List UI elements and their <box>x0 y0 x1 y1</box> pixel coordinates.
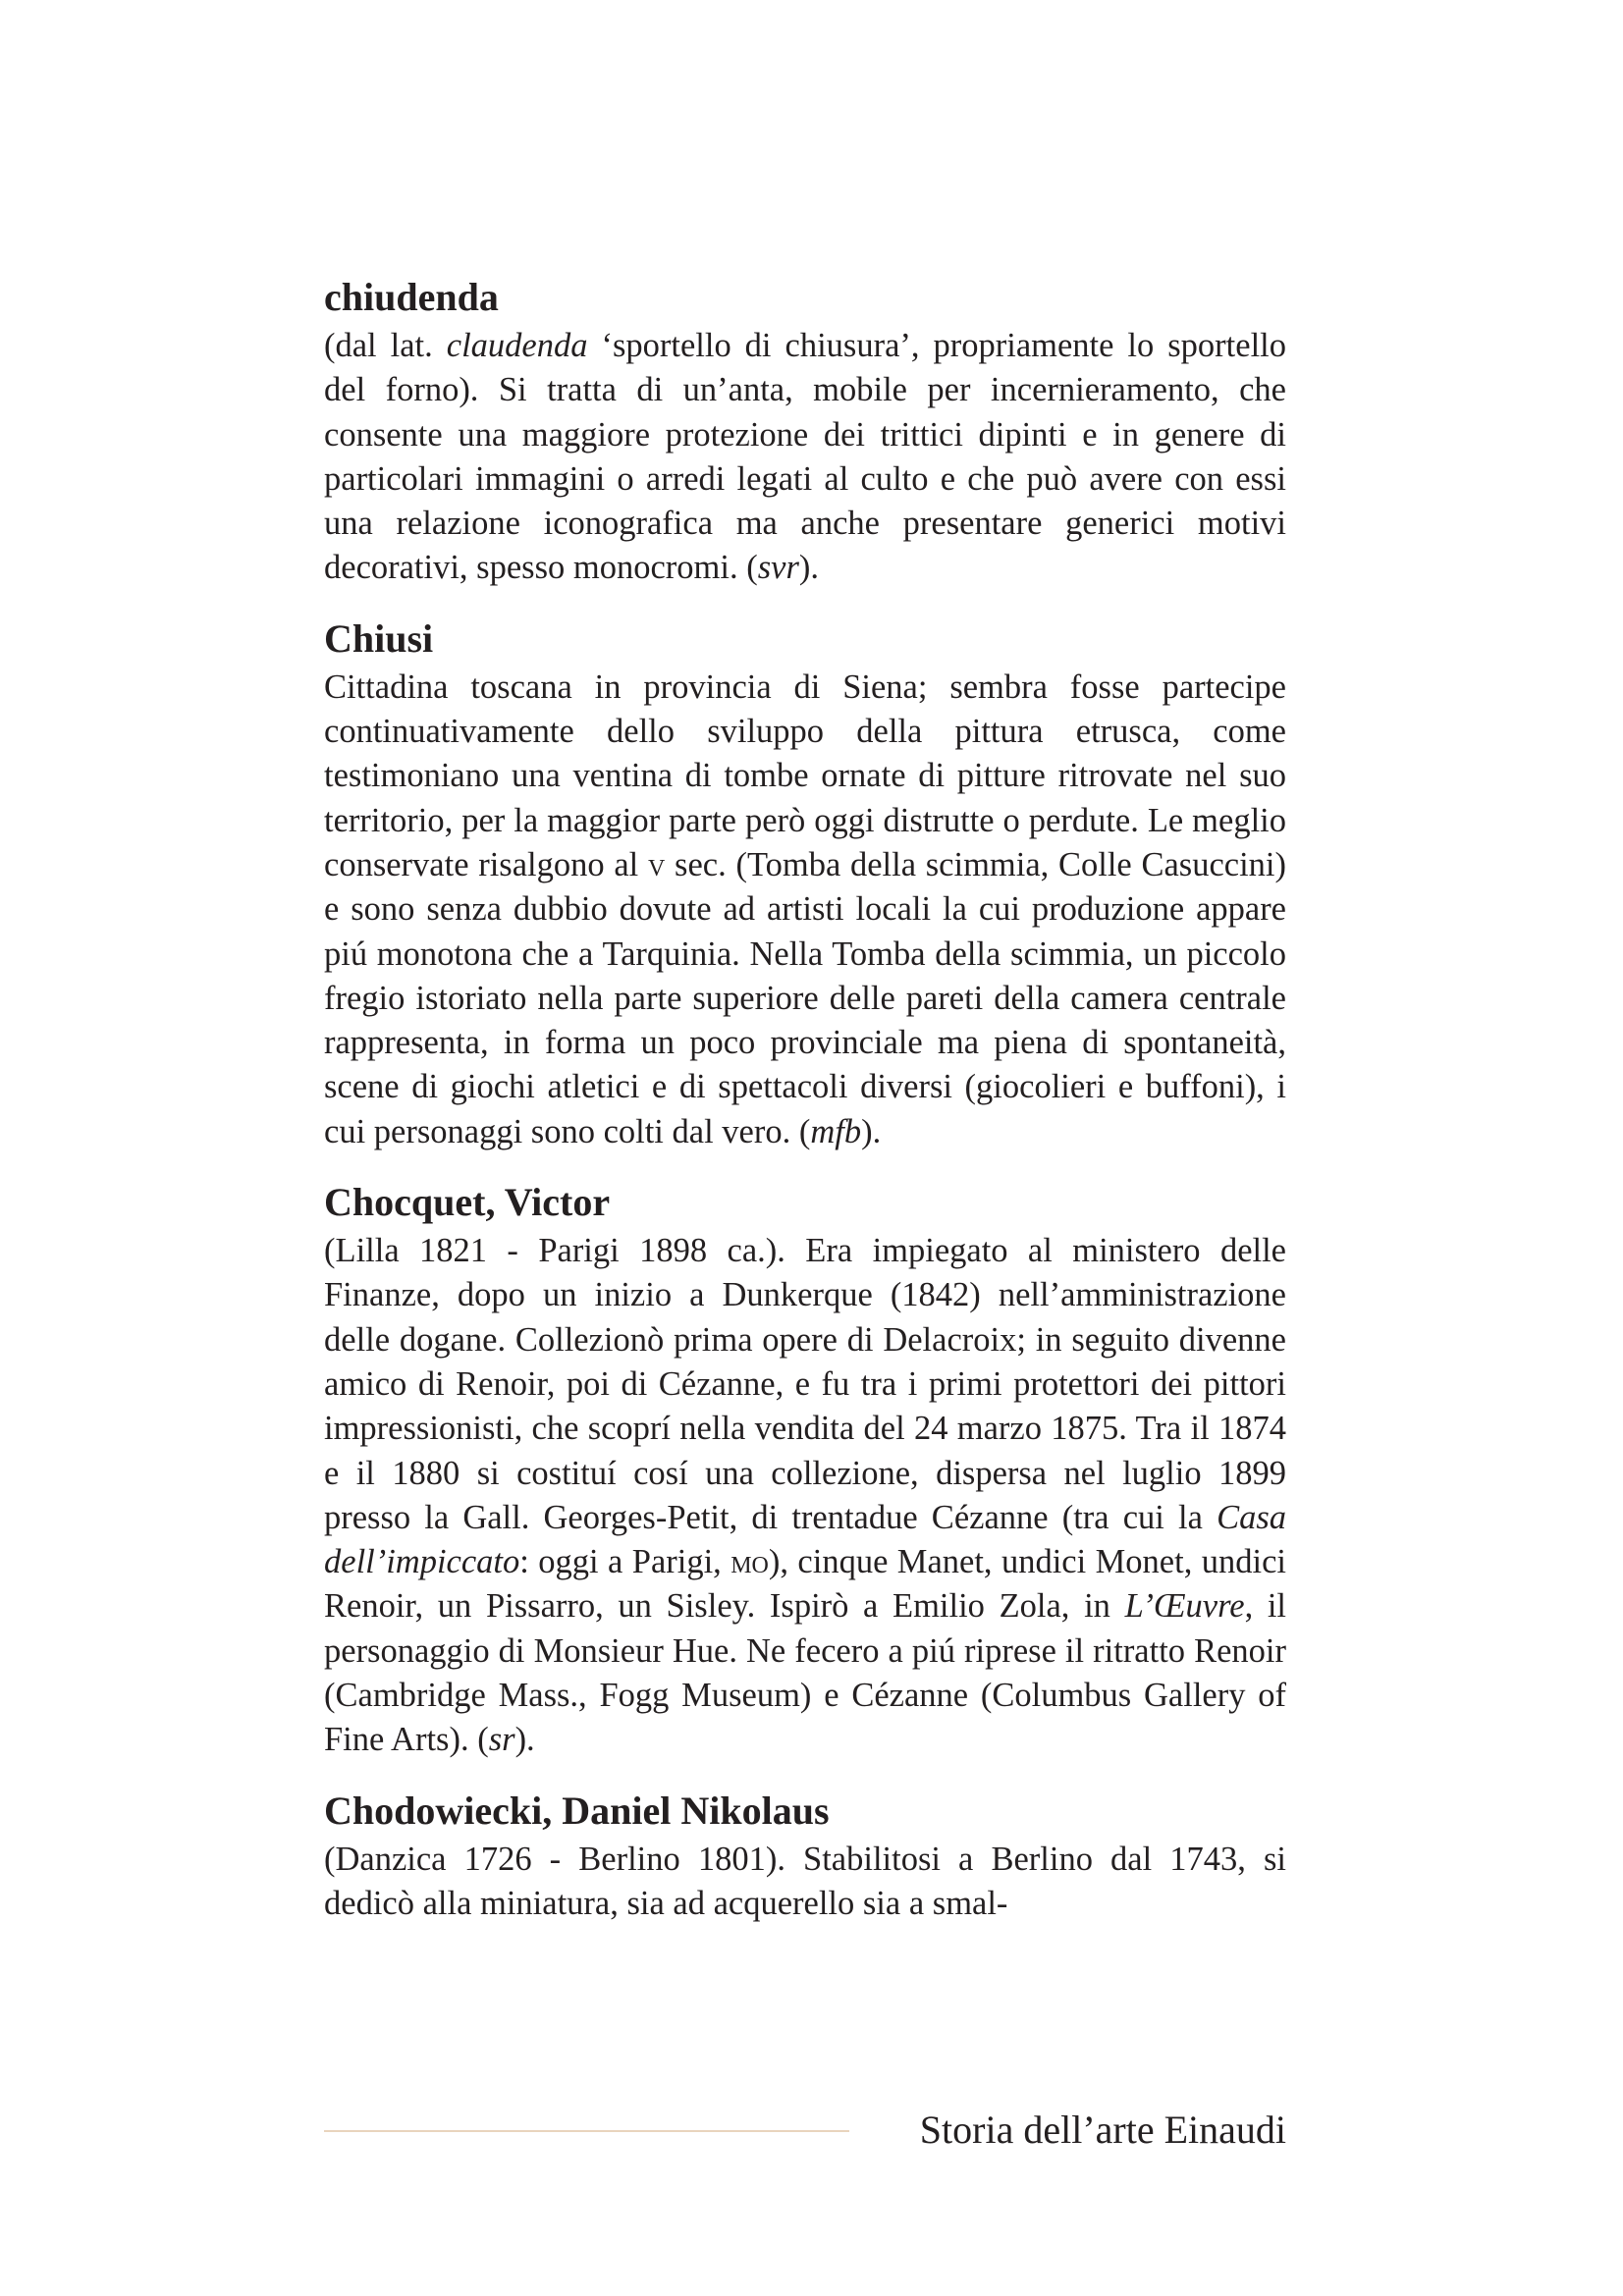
entry-text: (Lilla 1821 - Parigi 1898 ca.). Era impiegato al ministero delle Finanze, dopo un inizio a Dunkerque (1842) nell’amministrazione delle dogane. Collezionò prima opere di Delacroix; in seguito divenne amico di Renoir, poi di Cézanne, e fu tra i primi protettori dei pittori impressionisti, che scoprí nella vendita del 24 marzo 1875. Tra il 1874 e il 1880 si costituí cosí una collezione, dispersa nel luglio 1899 presso la Gall. Georges-Petit, di trentadue Cézanne (tra cui la <box>324 1232 1286 1536</box>
entry-headword: Chocquet, Victor <box>324 1180 611 1225</box>
footer-title: Storia dell’arte Einaudi <box>919 2108 1286 2152</box>
entry-author-initials: sr <box>488 1721 515 1759</box>
entry-body <box>324 1229 1286 1763</box>
entry-text: Cittadina toscana in provincia di Siena; sembra fosse partecipe continuativamente dello sviluppo della pittura etrusca, come testimoniano una ventina di tombe ornate di pitture ritrovate nel suo territorio, per la maggior parte però oggi distrutte o perdute. Le meglio conservate risalgono al <box>324 667 1286 883</box>
entry-italic-title: Casa dell’impiccato <box>324 1498 1286 1581</box>
entry-text: ), cinque Manet, undici Monet, undici Renoir, un Pissarro, un Sisley. Ispirò a Emilio Zola, in <box>324 1543 1286 1626</box>
entry-italic-title: L’Œuvre <box>1124 1587 1245 1626</box>
entry-chiudenda <box>324 273 1286 591</box>
entry-museum-abbrev: mo <box>730 1543 769 1581</box>
entry-text: ). <box>798 549 819 587</box>
entry-body <box>324 324 1286 591</box>
entry-headword: chiudenda <box>324 275 499 319</box>
dictionary-page <box>324 273 1286 1949</box>
footer-rule <box>324 2130 849 2132</box>
entry-text: ). <box>861 1112 882 1150</box>
entry-text: (dal lat. <box>324 327 447 364</box>
entry-italic-term: claudenda <box>446 327 588 364</box>
entry-text: , il personaggio di Monsieur Hue. Ne fecero a piú riprese il ritratto Renoir (Cambridge Mass., Fogg Museum) e Cézanne (Columbus Gallery of Fine Arts). ( <box>324 1587 1287 1759</box>
entry-chocquet <box>324 1178 1286 1763</box>
entry-roman-numeral: v <box>647 845 666 883</box>
entry-headword: Chodowiecki, Daniel Nikolaus <box>324 1788 830 1833</box>
entry-chiusi <box>324 614 1286 1154</box>
entry-body <box>324 666 1286 1154</box>
entry-body <box>324 1838 1286 1927</box>
entry-author-initials: svr <box>757 549 799 587</box>
entry-text: (Danzica 1726 - Berlino 1801). Stabilitosi a Berlino dal 1743, si dedicò alla miniatura, sia ad acquerello sia a smal- <box>324 1840 1286 1922</box>
entry-text: ‘sportello di chiusura’, propriamente lo sportello del forno). Si tratta di un’anta, mobile per incernieramento, che consente una maggiore protezione dei trittici dipinti e in genere di particolari immagini o arredi legati al culto e che può avere con essi una relazione iconografica ma anche presentare generici motivi decorativi, spesso monocromi. ( <box>324 327 1286 587</box>
entry-text: sec. (Tomba della scimmia, Colle Casuccini) e sono senza dubbio dovute ad artisti locali la cui produzione appare piú monotona che a Tarquinia. Nella Tomba della scimmia, un piccolo fregio istoriato nella parte superiore delle pareti della camera centrale rappresenta, in forma un poco provinciale ma piena di spontaneità, scene di giochi atletici e di spettacoli diversi (giocolieri e buffoni), i cui personaggi sono colti dal vero. ( <box>324 845 1287 1150</box>
entry-headword: Chiusi <box>324 615 434 661</box>
entry-text: : oggi a Parigi, <box>519 1543 731 1581</box>
entry-chodowiecki <box>324 1787 1286 1927</box>
entry-text: ). <box>514 1721 535 1759</box>
entry-author-initials: mfb <box>810 1112 862 1150</box>
page-footer <box>324 2106 1286 2155</box>
